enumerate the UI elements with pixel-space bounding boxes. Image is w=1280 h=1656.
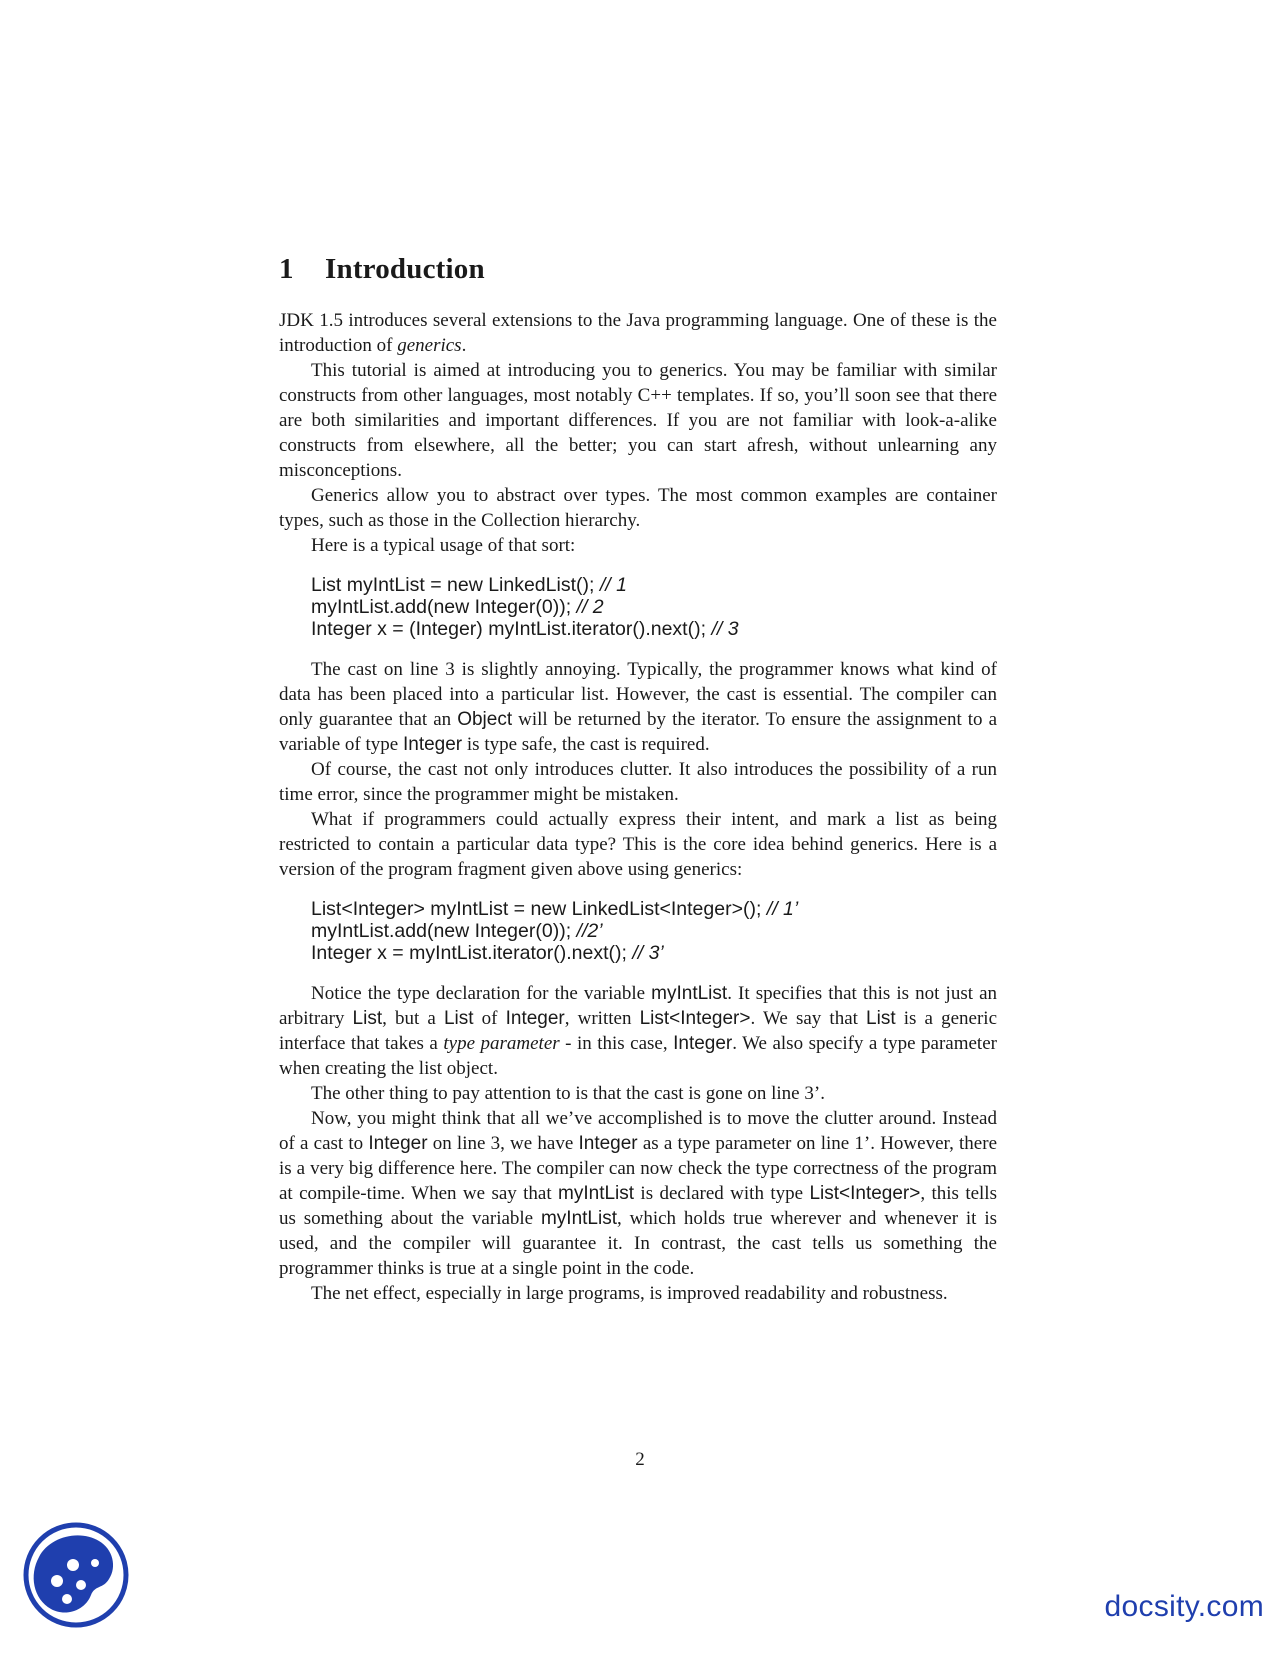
text-run: , written <box>564 1008 640 1029</box>
code-comment: // 3’ <box>632 942 664 964</box>
text-run: . <box>461 335 467 356</box>
text-run: as a type parameter on line 1’. However, there is a very big difference here. The compiler can now check the type correctness of the program at compile-time. When we say that <box>279 1133 997 1204</box>
inline-code: Integer <box>673 1033 733 1054</box>
code-line <box>311 618 997 640</box>
inline-code: List<Integer> <box>639 1008 751 1029</box>
text-run: - in this case, <box>559 1033 674 1054</box>
text-run: . We say that <box>750 1008 867 1029</box>
inline-code: Integer <box>505 1008 565 1029</box>
code-comment: // 2 <box>576 596 604 618</box>
text-run: JDK 1.5 introduces several extensions to the Java programming language. One of these is the introduction of <box>279 310 997 356</box>
text-run: Notice the type declaration for the variable <box>311 983 652 1004</box>
inline-code: List <box>443 1008 474 1029</box>
code-text: Integer x = myIntList.iterator().next(); <box>311 942 633 964</box>
code-block-1 <box>311 574 997 640</box>
code-line <box>311 574 997 596</box>
section-number: 1 <box>279 253 294 285</box>
text-run: on line 3, we have <box>427 1133 579 1154</box>
text-run: . It specifies that this is not just an arbitrary <box>279 983 998 1029</box>
code-line <box>311 920 997 942</box>
paragraph-3: Generics allow you to abstract over types. The most common examples are container types, such as those in the Collection hierarchy. <box>279 485 997 531</box>
text-run: will be returned by the iterator. To ensure the assignment to a variable of type <box>279 709 998 755</box>
text-run: Now, you might think that all we’ve accomplished is to move the clutter around. Instead of a cast to <box>279 1108 997 1154</box>
code-comment: // 1 <box>599 574 627 596</box>
inline-code: Integer <box>578 1133 638 1154</box>
section-title: Introduction <box>325 253 485 285</box>
paragraph-2: This tutorial is aimed at introducing you to generics. You may be familiar with similar constructs from other languages, most notably C++ templates. If so, you’ll soon see that there are both similarities and important differences. If you are not familiar with look-a-alike constructs from elsewhere, all the better; you can start afresh, without unlearning any misconceptions. <box>279 360 997 481</box>
docsity-brand-link[interactable]: docsity.com <box>1104 1590 1264 1623</box>
emphasis-generics: generics <box>397 335 462 356</box>
docsity-logo-icon[interactable] <box>21 1519 131 1631</box>
text-run: , which holds true wherever and whenever it is used, and the compiler will guarantee it. In contrast, the cast tells us something the programmer thinks is true at a single point in the code. <box>279 1208 997 1279</box>
code-comment: // 1’ <box>766 898 799 920</box>
paragraph-11: The net effect, especially in large programs, is improved readability and robustness. <box>311 1283 948 1304</box>
code-line <box>311 596 997 618</box>
paragraph-6: Of course, the cast not only introduces clutter. It also introduces the possibility of a run time error, since the programmer might be mistaken. <box>279 759 997 805</box>
inline-code: Integer <box>402 734 463 755</box>
body-text <box>279 308 997 1306</box>
inline-code: List <box>352 1008 383 1029</box>
code-text: List myIntList = new LinkedList(); <box>311 574 600 596</box>
code-block-2 <box>311 898 997 964</box>
paragraph-8 <box>279 981 997 1081</box>
paragraph-4: Here is a typical usage of that sort: <box>311 535 576 556</box>
paragraph-7: What if programmers could actually express their intent, and mark a list as being restricted to contain a particular data type? This is the core idea behind generics. Here is a version of the program fragment given above using generics: <box>279 809 997 880</box>
inline-code: Integer <box>368 1133 428 1154</box>
logo-graphic <box>21 1519 131 1631</box>
paragraph-1 <box>279 308 997 358</box>
inline-code: myIntList <box>540 1208 618 1229</box>
text-run: , this tells us something about the variable <box>279 1183 997 1229</box>
text-run: is type safe, the cast is required. <box>462 734 710 755</box>
text-run: The cast on line 3 is slightly annoying. Typically, the programmer knows what kind of data has been placed into a particular list. However, the cast is essential. The compiler can only guarantee that an <box>279 659 997 730</box>
text-run: is declared with type <box>634 1183 810 1204</box>
text-run: , but a <box>382 1008 444 1029</box>
inline-code: Object <box>457 709 513 730</box>
inline-code: List<Integer> <box>809 1183 921 1204</box>
paragraph-5 <box>279 657 997 757</box>
section-heading <box>279 253 485 286</box>
inline-code: myIntList <box>558 1183 635 1204</box>
text-run: is a generic interface that takes a <box>279 1008 997 1054</box>
inline-code: List <box>866 1008 896 1029</box>
paragraph-9: The other thing to pay attention to is that the cast is gone on line 3’. <box>311 1083 825 1104</box>
code-text: List<Integer> myIntList = new LinkedList<Integer>(); <box>311 898 767 920</box>
text-run: of <box>473 1008 506 1029</box>
page-number: 2 <box>635 1449 645 1470</box>
code-comment: // 3 <box>711 618 739 640</box>
text-run: . We also specify a type parameter when creating the list object. <box>279 1033 997 1079</box>
inline-code: myIntList <box>651 983 728 1004</box>
code-comment: //2’ <box>576 920 603 942</box>
emphasis-type-parameter: type parameter <box>443 1033 560 1054</box>
code-text: Integer x = (Integer) myIntList.iterator().next(); <box>311 618 712 640</box>
paragraph-10 <box>279 1106 997 1281</box>
code-line <box>311 942 997 964</box>
code-text: myIntList.add(new Integer(0)); <box>311 596 577 618</box>
code-line <box>311 898 997 920</box>
code-text: myIntList.add(new Integer(0)); <box>311 920 577 942</box>
